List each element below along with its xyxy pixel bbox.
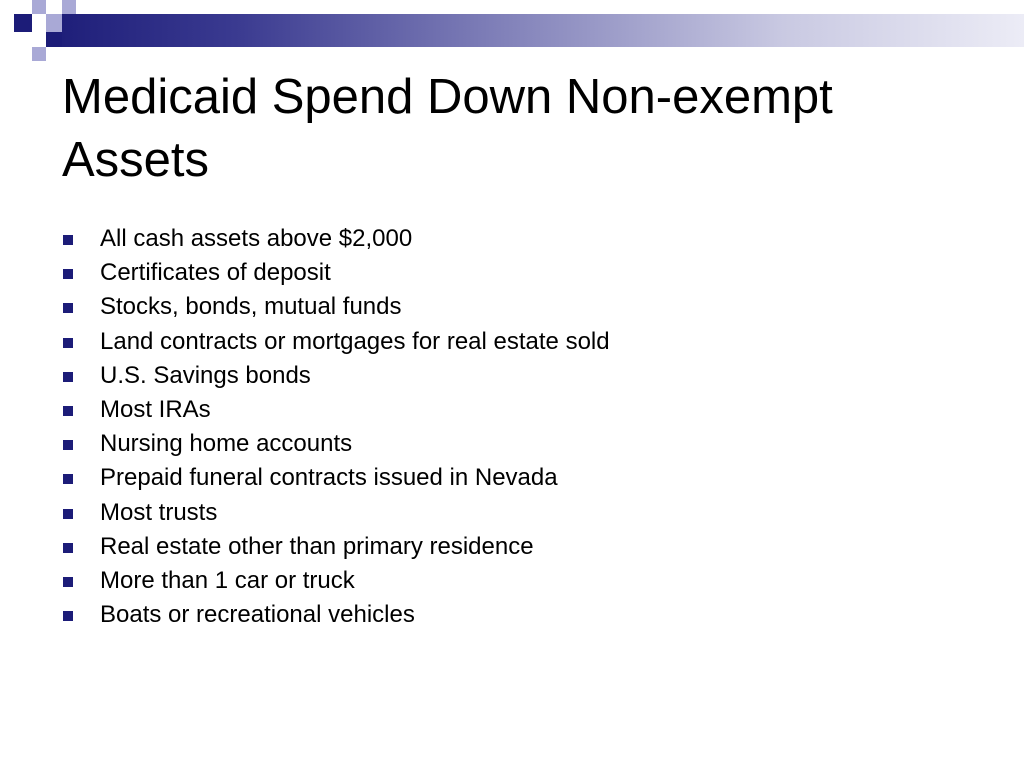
- square-bullet-icon: [63, 269, 73, 279]
- list-item-text: Stocks, bonds, mutual funds: [100, 293, 402, 321]
- square-bullet-icon: [63, 235, 73, 245]
- list-item-text: Boats or recreational vehicles: [100, 601, 415, 629]
- square-bullet-icon: [63, 577, 73, 587]
- bullet-list: [62, 222, 610, 632]
- square-bullet-icon: [63, 372, 73, 382]
- list-item-text: Land contracts or mortgages for real estate sold: [100, 327, 610, 355]
- decor-square-lavender: [62, 0, 76, 14]
- decor-square-navy: [14, 14, 32, 32]
- list-item-text: All cash assets above $2,000: [100, 225, 413, 252]
- list-item-text: Real estate other than primary residence: [100, 532, 534, 560]
- decor-square-lavender: [32, 0, 46, 14]
- list-item: [62, 359, 610, 393]
- list-item: [62, 427, 610, 461]
- list-item: [62, 496, 610, 530]
- list-item: [62, 290, 610, 324]
- list-item: [62, 564, 610, 598]
- list-item: [62, 530, 610, 564]
- list-item-text: Certificates of deposit: [100, 259, 331, 287]
- list-item: [62, 393, 610, 427]
- list-item-text: More than 1 car or truck: [100, 566, 355, 594]
- list-item-text: Most trusts: [100, 498, 218, 526]
- list-item-text: Most IRAs: [100, 395, 211, 423]
- square-bullet-icon: [63, 509, 73, 519]
- list-item: [62, 325, 610, 359]
- square-bullet-icon: [63, 440, 73, 450]
- decor-square-lavender: [46, 14, 62, 32]
- list-item: [62, 461, 610, 495]
- list-item-text: U.S. Savings bonds: [100, 361, 311, 389]
- square-bullet-icon: [63, 543, 73, 553]
- list-item-text: Nursing home accounts: [100, 430, 353, 458]
- square-bullet-icon: [63, 611, 73, 621]
- list-item: [62, 256, 610, 290]
- square-bullet-icon: [63, 474, 73, 484]
- header-gradient-bar: [62, 14, 1024, 47]
- list-item-text: Prepaid funeral contracts issued in Nevada: [100, 464, 558, 492]
- decor-square-navy: [46, 32, 62, 47]
- decor-square-lavender: [32, 47, 46, 61]
- slide-title: Medicaid Spend Down Non-exempt Assets: [62, 70, 833, 187]
- square-bullet-icon: [63, 338, 73, 348]
- square-bullet-icon: [63, 303, 73, 313]
- list-item: [62, 598, 610, 632]
- list-item: [62, 222, 610, 256]
- square-bullet-icon: [63, 406, 73, 416]
